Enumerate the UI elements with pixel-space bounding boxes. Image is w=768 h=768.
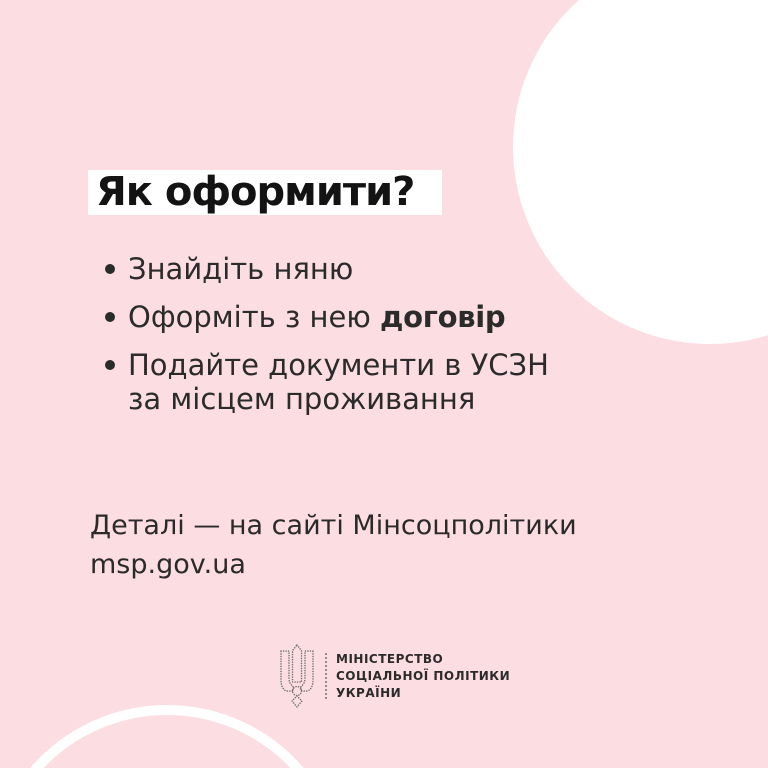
ministry-name-line: УКРАЇНИ	[336, 685, 402, 700]
steps-list	[90, 252, 549, 430]
ministry-name-line: МІНІСТЕРСТВО	[336, 651, 444, 666]
website-url: msp.gov.ua	[90, 549, 246, 580]
heading-highlight	[88, 170, 442, 215]
step-text: Знайдіть няню	[128, 252, 354, 286]
logo-divider	[325, 653, 327, 699]
bullet-icon	[105, 264, 115, 274]
tryzub-trident-icon	[276, 644, 318, 708]
step-text: за місцем проживання	[128, 382, 476, 416]
ministry-name	[336, 651, 510, 702]
list-item	[90, 348, 549, 416]
details-text: Деталі — на сайті Мінсоцполітики	[90, 510, 577, 541]
list-item	[90, 252, 549, 286]
bottom-left-ring-decoration	[0, 705, 347, 768]
bullet-icon	[105, 312, 115, 322]
step-text: Подайте документи в УСЗН	[128, 348, 549, 382]
step-text-emphasis: договір	[379, 300, 506, 334]
details-block	[90, 506, 577, 584]
ministry-name-line: СОЦІАЛЬНОЇ ПОЛІТИКИ	[336, 668, 511, 683]
list-item	[90, 300, 549, 334]
step-text: Оформіть з нею	[128, 300, 380, 334]
page-title: Як оформити?	[96, 169, 415, 215]
top-right-circle-decoration	[513, 0, 768, 344]
bullet-icon	[105, 360, 115, 370]
ministry-logo	[276, 644, 510, 708]
